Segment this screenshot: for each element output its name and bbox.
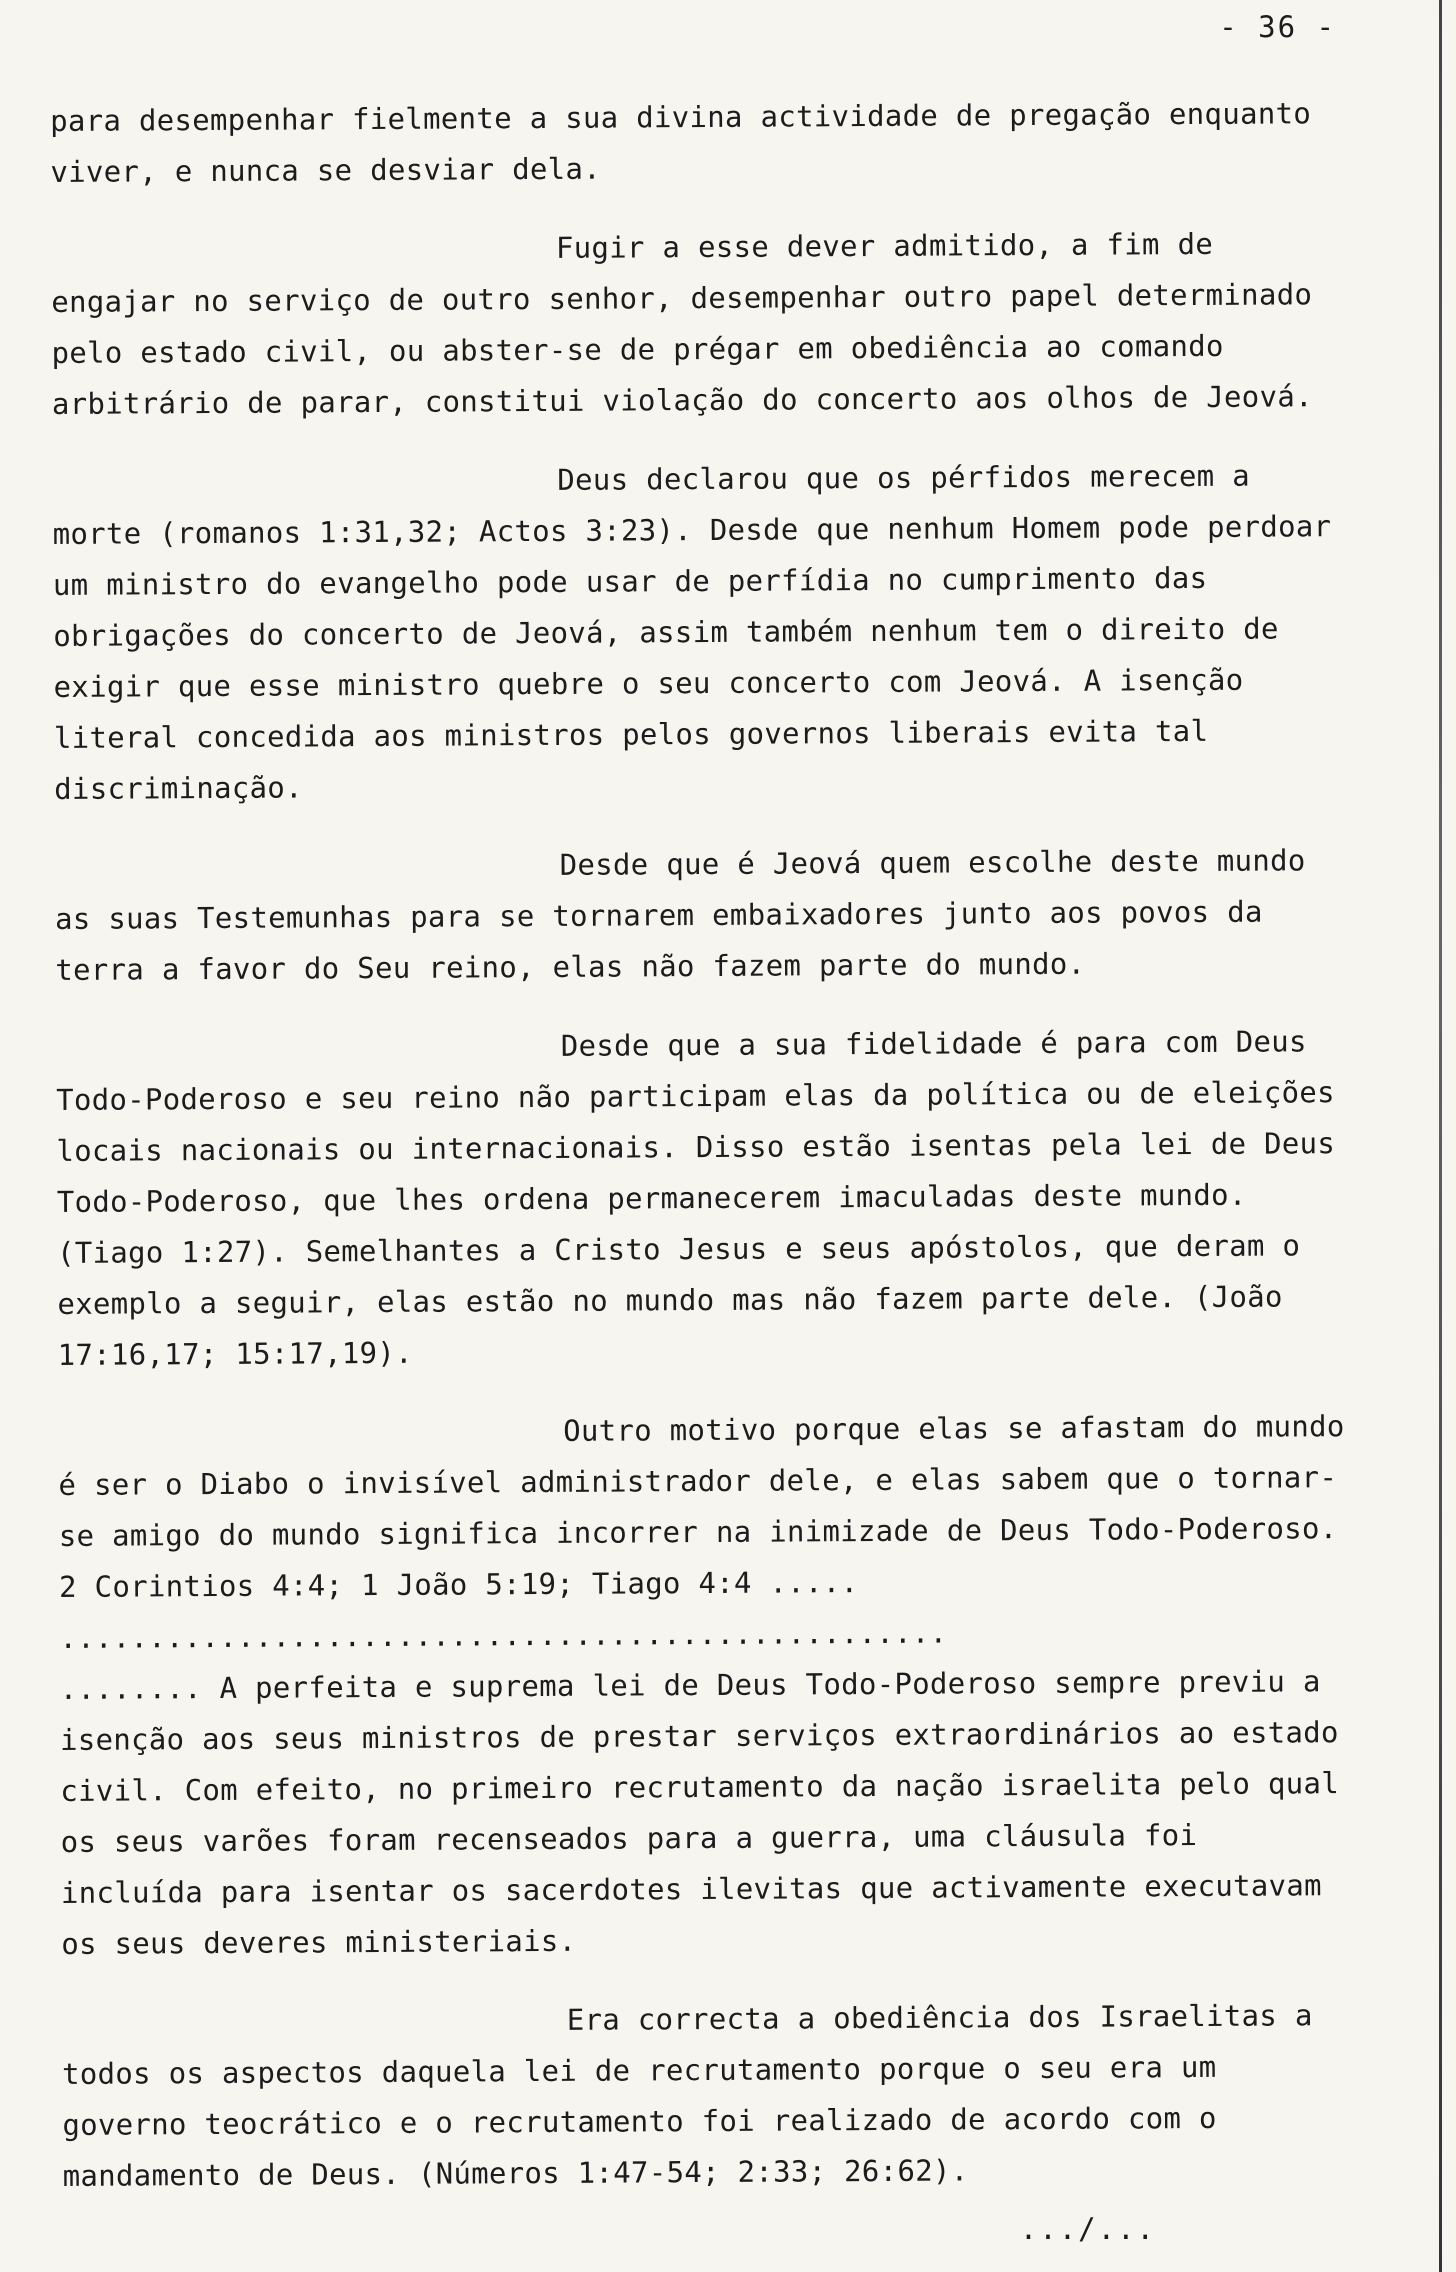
page-edge-rule [1439, 0, 1442, 2272]
paragraph-6: Outro motivo porque elas se afastam do mundo é ser o Diabo o invisível administrador dele, e elas sabem que o tornar-se amigo do mundo significa incorrer na inimizade de Deus Todo-Poderoso. 2 Corintios 4:4; 1 João 5:19; Tiago 4:4 ..... [58, 1409, 1345, 1604]
paragraph-1: para desempenhar fielmente a sua divina actividade de pregação enquanto viver, e nunca se desviar dela. [50, 96, 1312, 189]
paragraph-7 [60, 1656, 1352, 1970]
dots-separator: .................................................. [59, 1615, 948, 1655]
paragraph-3: Deus declarou que os pérfidos merecem a morte (romanos 1:31,32; Actos 3:23). Desde que nenhum Homem pode perdoar um ministro do evangelho pode usar de perfídia no cumprimento das obrigações do concerto de Jeová, assim também nenhum tem o direito de exigir que esse ministro quebre o seu concerto com Jeová. A isenção literal concedida aos ministros pelos governos liberais evita tal discriminação. [52, 458, 1332, 806]
body-text [50, 88, 1353, 2202]
continuation-mark: .../... [1019, 2212, 1156, 2246]
paragraph-2: Fugir a esse dever admitido, a fim de engajar no serviço de outro senhor, desempenhar outro papel determinado pelo estado civil, ou abster-se de prégar em obediência ao comando arbitrário de parar, constitui violação do concerto aos olhos de Jeová. [51, 226, 1313, 421]
paragraph-5: Desde que a sua fidelidade é para com Deus Todo-Poderoso e seu reino não participam elas da política ou de eleições locais nacionais ou internacionais. Disso estão isentas pela lei de Deus Todo-Poderoso, que lhes ordena permanecerem imaculadas deste mundo. (Tiago 1:27). Semelhantes a Cristo Jesus e seus apóstolos, que deram o exemplo a seguir, elas estão no mundo mas não fazem parte dele. (João 17:16,17; 15:17,19). [56, 1024, 1336, 1372]
paragraph-8: Era correcta a obediência dos Israelitas a todos os aspectos daquela lei de recrutamento porque o seu era um governo teocrático e o recrutamento foi realizado de acordo com o mandamento de Deus. (Números 1:47-54; 2:33; 26:62). [61, 1998, 1313, 2193]
paragraph-4: Desde que é Jeová quem escolhe deste mundo as suas Testemunhas para se tornarem embaixadores junto aos povos da terra a favor do Seu reino, elas não fazem parte do mundo. [54, 843, 1306, 987]
page-number: - 36 - [1219, 10, 1336, 44]
paragraph-7-lead-dots: ........ [59, 1671, 202, 1706]
paragraph-7-text: A perfeita e suprema lei de Deus Todo-Poderoso sempre previu a isenção aos seus ministros de prestar serviços extraordinários ao estado civil. Com efeito, no primeiro recrutamento da nação israelita pelo qual os seus varões foram recenseados para a guerra, uma cláusula foi incluída para isentar os sacerdotes ilevitas que activamente executavam os seus deveres ministeriais. [59, 1664, 1340, 1961]
